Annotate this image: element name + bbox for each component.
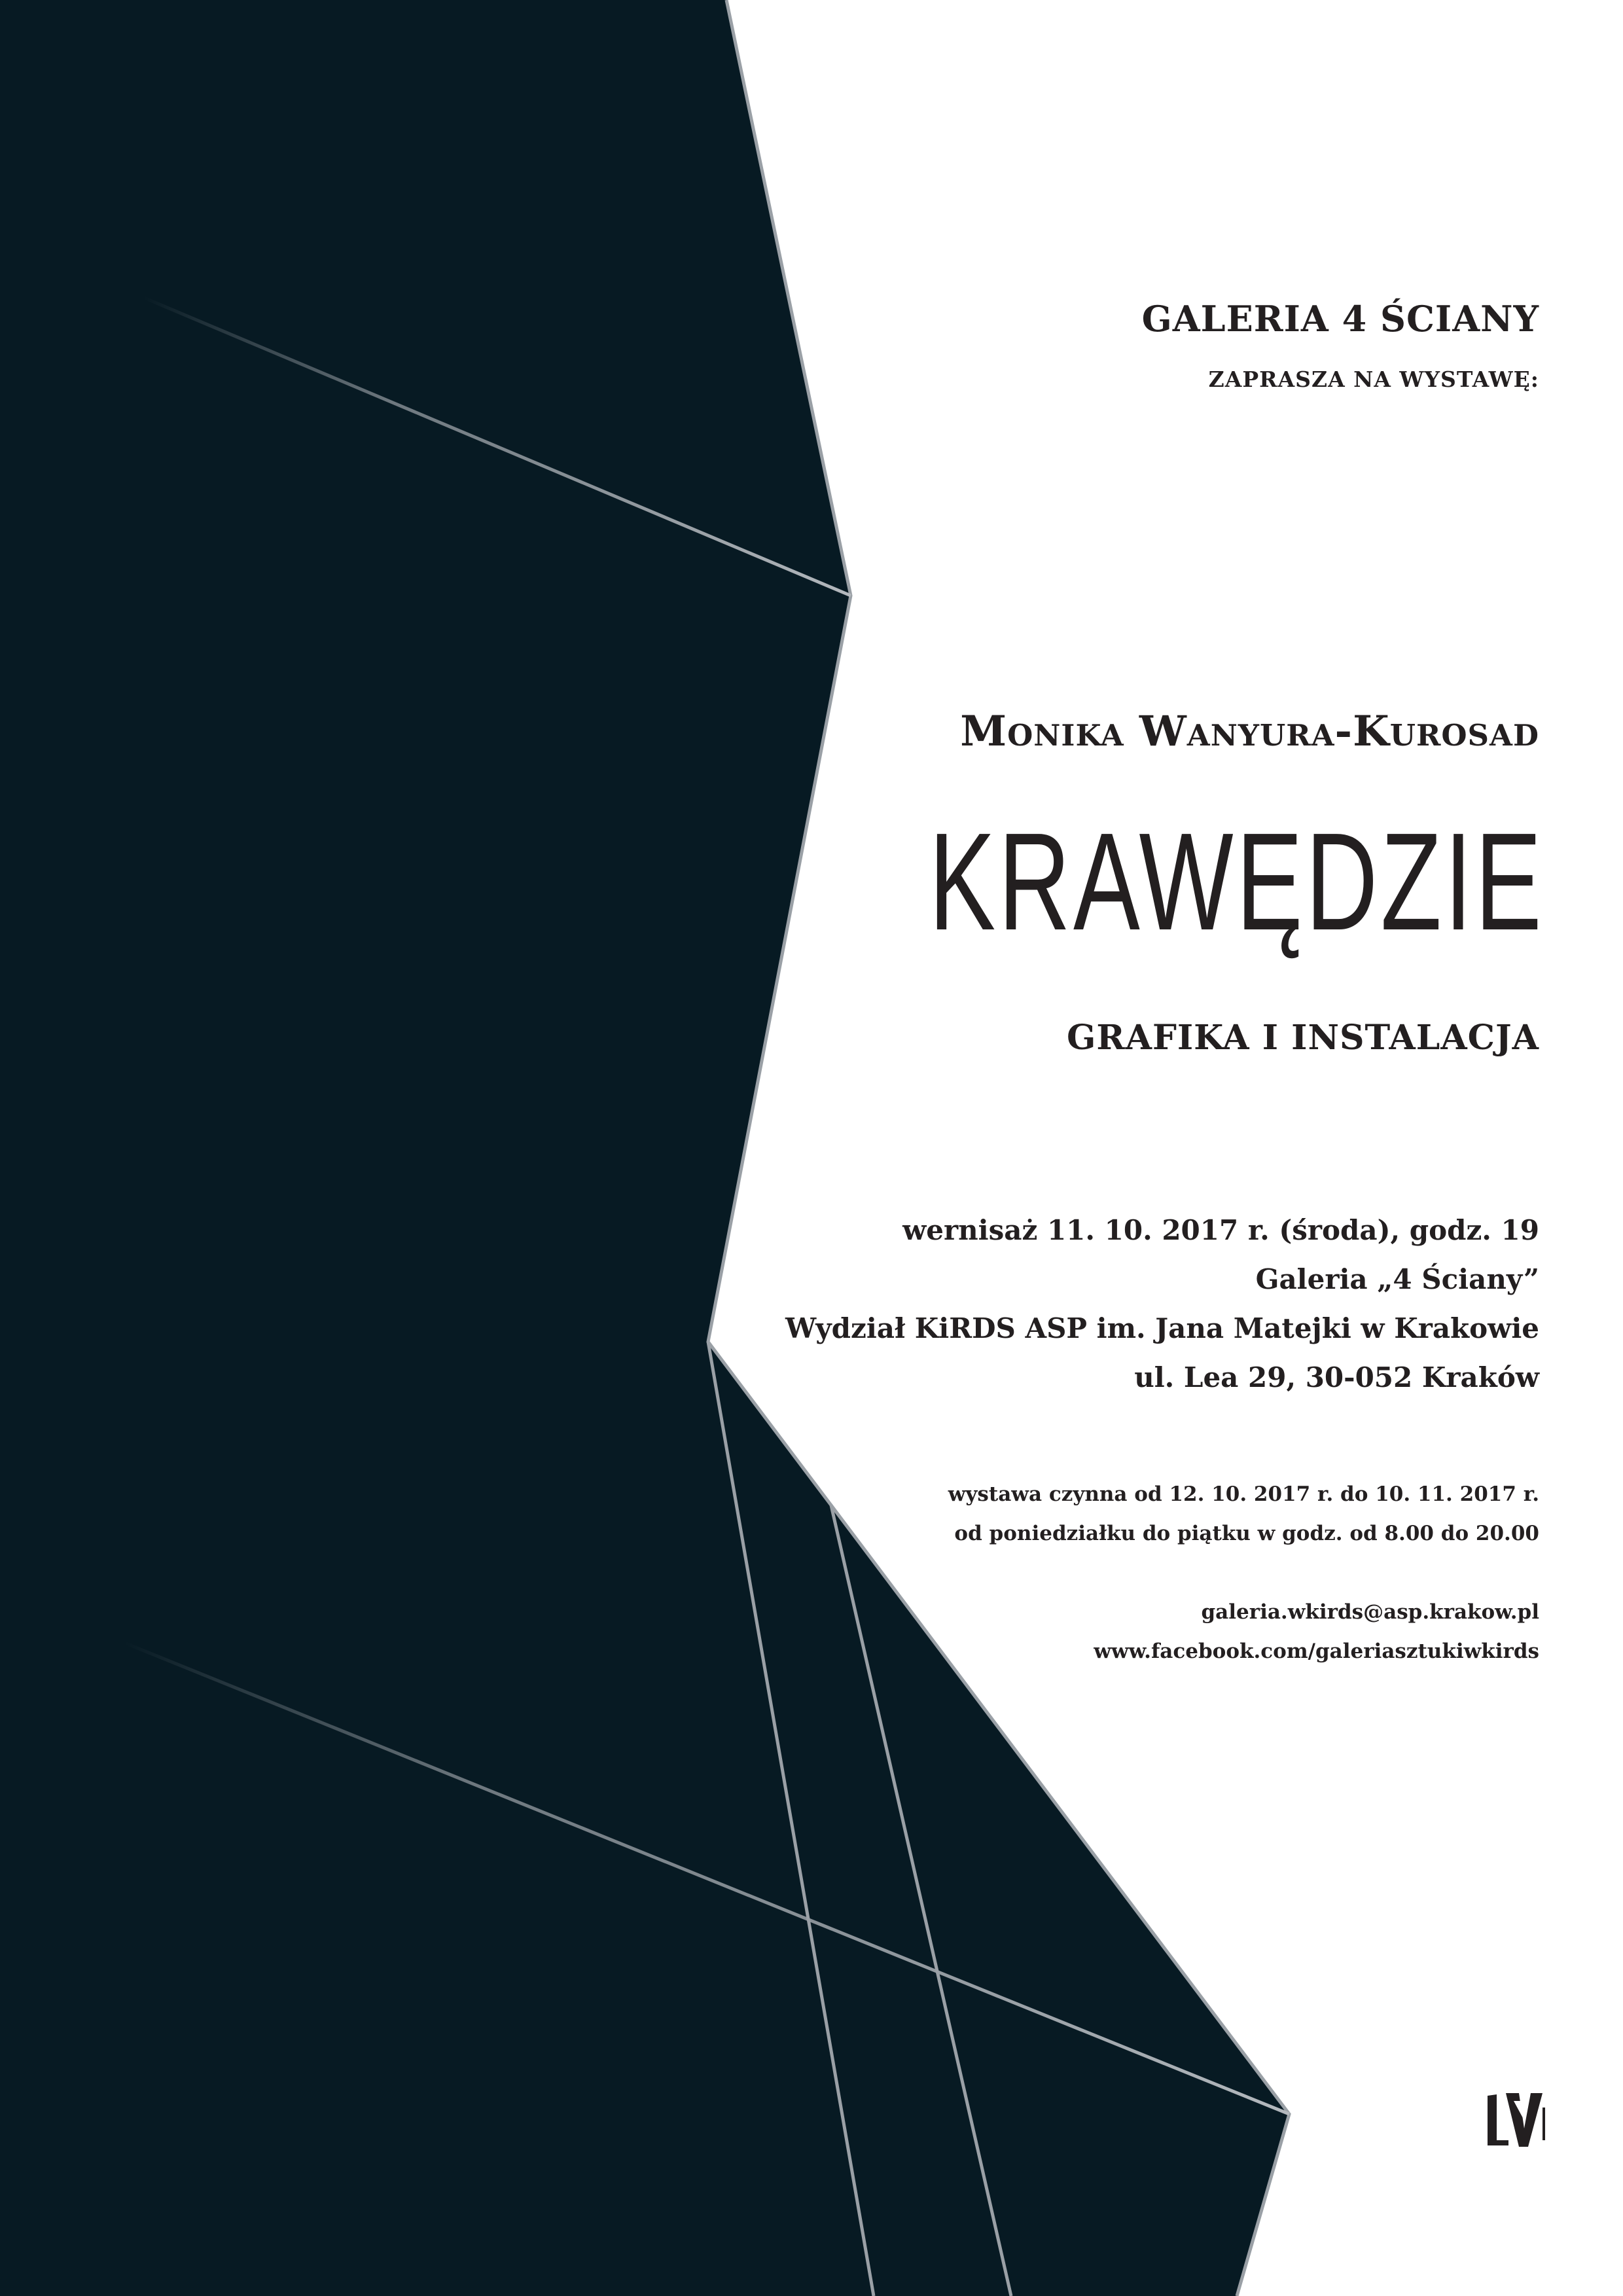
exhibition-dates: wystawa czynna od 12. 10. 2017 r. do 10. 11. 2017 r. <box>948 1482 1539 1506</box>
exhibition-subtitle: GRAFIKA I INSTALACJA <box>1066 1018 1539 1058</box>
facebook-link[interactable]: www.facebook.com/galeriasztukiwkirds <box>1094 1640 1539 1663</box>
venue-address: ul. Lea 29, 30-052 Kraków <box>1134 1361 1539 1393</box>
venue-name: Galeria „4 Ściany” <box>1255 1263 1539 1295</box>
gallery-name: GALERIA 4 ŚCIANY <box>1141 298 1539 340</box>
venue-faculty: Wydział KiRDS ASP im. Jana Matejki w Krakowie <box>785 1312 1539 1344</box>
opening-date: wernisaż 11. 10. 2017 r. (środa), godz. 19 <box>902 1214 1539 1246</box>
opening-hours: od poniedziałku do piątku w godz. od 8.00 do 20.00 <box>954 1522 1539 1545</box>
gallery-logo-icon <box>1482 2088 1551 2150</box>
artist-name: Monika Wanyura-Kurosad <box>960 707 1539 756</box>
invitation-text: ZAPRASZA NA WYSTAWĘ: <box>1208 367 1539 392</box>
contact-email[interactable]: galeria.wkirds@asp.krakow.pl <box>1201 1600 1539 1624</box>
exhibition-title: KRAWĘDZIE <box>929 804 1544 959</box>
